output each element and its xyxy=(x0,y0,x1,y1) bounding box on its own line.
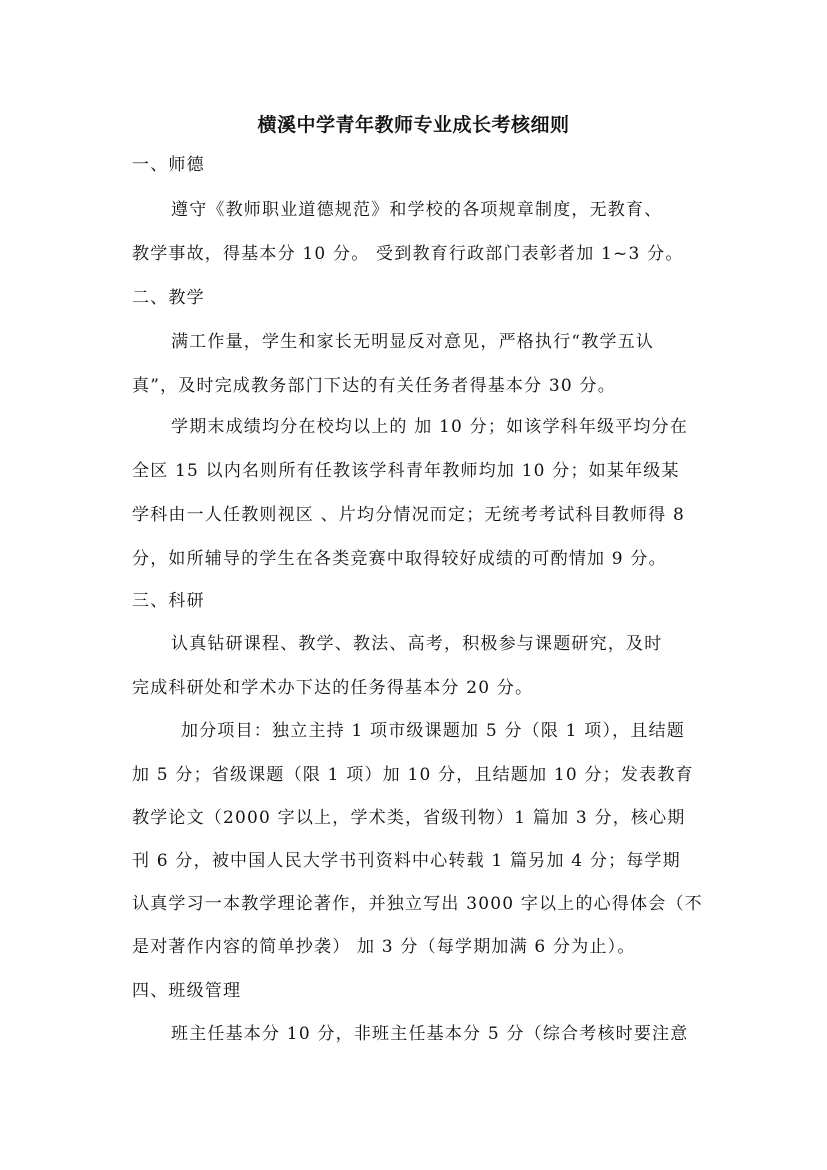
paragraph-line: 教学论文（2000 字以上，学术类，省级刊物）1 篇加 3 分，核心期 xyxy=(132,808,686,828)
paragraph-line: 认真学习一本教学理论著作，并独立写出 3000 字以上的心得体会（不 xyxy=(132,894,703,914)
paragraph-line: 全区 15 以内名则所有任教该学科青年教师均加 10 分；如某年级某 xyxy=(132,461,680,481)
paragraph-line: 满工作量，学生和家长无明显反对意见，严格执行“教学五认 xyxy=(171,332,655,352)
paragraph-line: 是对著作内容的简单抄袭） 加 3 分（每学期加满 6 分为止）。 xyxy=(132,937,636,957)
paragraph-line: 班主任基本分 10 分，非班主任基本分 5 分（综合考核时要注意 xyxy=(171,1024,689,1044)
section-heading-class-management: 四、班级管理 xyxy=(132,981,242,1001)
paragraph-line: 加分项目：独立主持 1 项市级课题加 5 分（限 1 项），且结题 xyxy=(181,721,685,741)
document-title: 横溪中学青年教师专业成长考核细则 xyxy=(257,114,570,136)
paragraph-line: 遵守《教师职业道德规范》和学校的各项规章制度，无教育、 xyxy=(171,200,663,220)
paragraph-line: 教学事故，得基本分 10 分。 受到教育行政部门表彰者加 1~3 分。 xyxy=(132,244,684,264)
paragraph-line: 完成科研处和学术办下达的任务得基本分 20 分。 xyxy=(132,678,534,698)
paragraph-line: 加 5 分；省级课题（限 1 项）加 10 分，且结题加 10 分；发表教育 xyxy=(132,765,694,785)
paragraph-line: 学期末成绩均分在校均以上的 加 10 分；如该学科年级平均分在 xyxy=(171,417,689,437)
paragraph-line: 认真钻研课程、教学、教法、高考，积极参与课题研究，及时 xyxy=(171,634,663,654)
section-heading-ethics: 一、师德 xyxy=(132,155,205,175)
paragraph-line: 真”，及时完成教务部门下达的有关任务者得基本分 30 分。 xyxy=(132,376,616,396)
paragraph-line: 学科由一人任教则视区 、片均分情况而定；无统考考试科目教师得 8 xyxy=(132,505,686,525)
paragraph-line: 刊 6 分，被中国人民大学书刊资料中心转载 1 篇另加 4 分；每学期 xyxy=(132,851,681,871)
section-heading-teaching: 二、教学 xyxy=(132,288,205,308)
paragraph-line: 分，如所辅导的学生在各类竞赛中取得较好成绩的可酌情加 9 分。 xyxy=(132,549,667,569)
section-heading-research: 三、科研 xyxy=(132,591,205,611)
